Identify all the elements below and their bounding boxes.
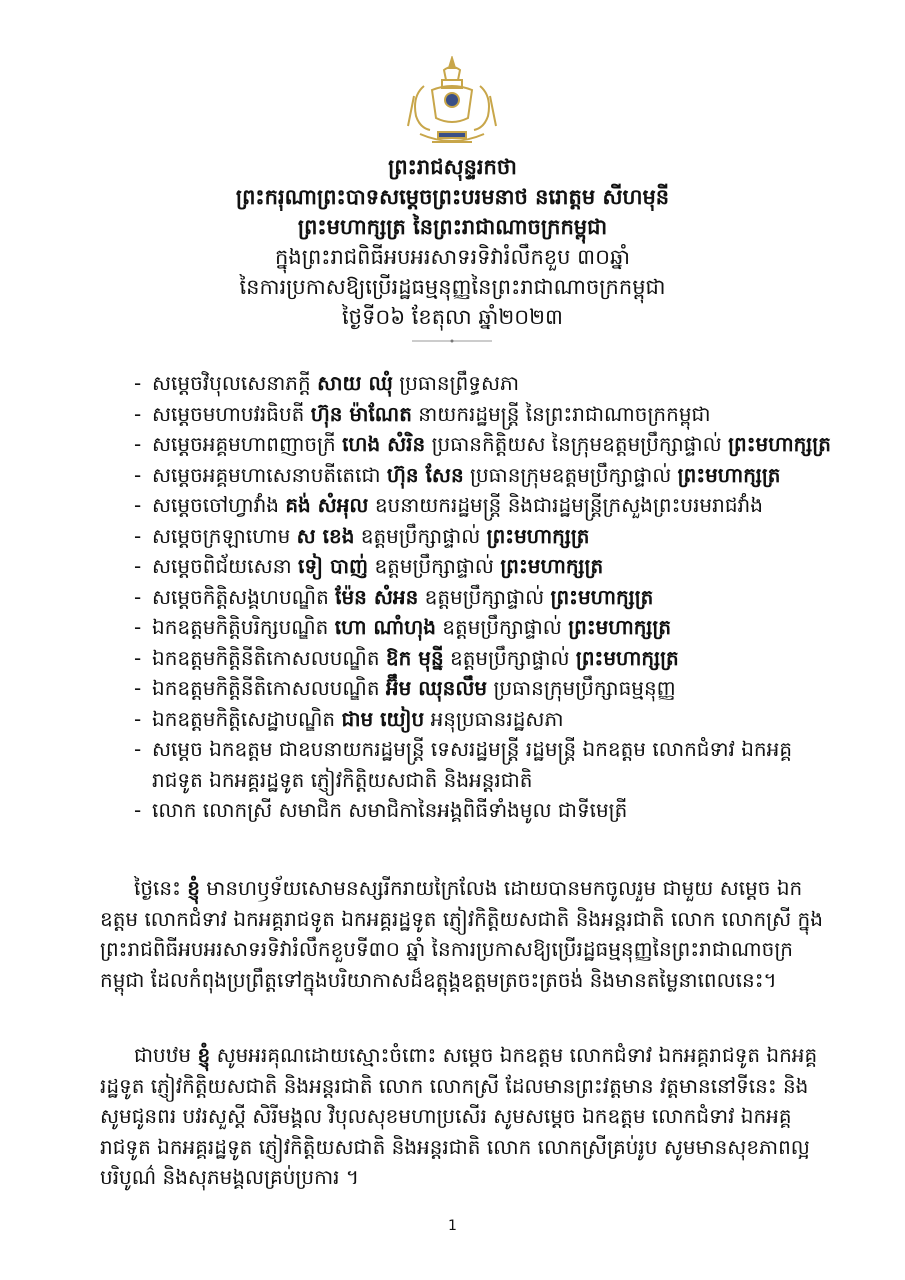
- list-item: - សម្តេចក្រឡាហោម ស ខេង ឧត្តមប្រឹក្សាផ្ទាល់ ព្រះមហាក្សត្រ: [134, 523, 590, 548]
- list-item: - សម្តេចកិត្តិសង្គហបណ្ឌិត ម៉ែន សំអន ឧត្តមប្រឹក្សាផ្ទាល់ ព្រះមហាក្សត្រ: [134, 584, 654, 609]
- list-item: - សម្តេចមហាបវរធិបតី ហ៊ុន ម៉ាណែត នាយករដ្ឋមន្ត្រី នៃព្រះរាជាណាចក្រកម្ពុជា: [134, 401, 711, 426]
- paragraph-thanks: ជាបឋម ខ្ញុំ សូមអរគុណដោយស្មោះចំពោះ សម្តេច ឯកឧត្តម លោកជំទាវ ឯកអគ្គរាជទូត ឯកអគ្គរដ្ឋទូត ភ្ញៀវកិត្តិយសជាតិ និងអន្តរជាតិ លោក លោកស្រី ដែលមានព្រះវត្តមាន វត្តមាននៅទីនេះ និងសូមជូនពរ បវរសួស្តី សិរីមង្គល វិបុលសុខមហាប្រសើរ សូមសម្តេច ឯកឧត្តម លោកជំទាវ ឯកអគ្គរាជទូត ឯកអគ្គរដ្ឋទូត ភ្ញៀវកិត្តិយសជាតិ និងអន្តរជាតិ លោក លោកស្រីគ្រប់រូប សូមមានសុខភាពល្អបរិបូណ៌ និងសុភមង្គលគ្រប់ប្រការ ។: [100, 1043, 818, 1189]
- attendee-list: [134, 368, 834, 826]
- speech-date: ថ្ងៃទី០៦ ខែតុលា ឆ្នាំ២០២៣: [342, 305, 563, 329]
- list-item: - ឯកឧត្តមកិត្តិបរិក្សបណ្ឌិត ហោ ណាំហុង ឧត្តមប្រឹក្សាផ្ទាល់ ព្រះមហាក្សត្រ: [134, 615, 672, 639]
- list-item: - សម្តេច ឯកឧត្តម ជាឧបនាយករដ្ឋមន្ត្រី ទេសរដ្ឋមន្ត្រី រដ្ឋមន្ត្រី ឯកឧត្តម លោកជំទាវ ឯកអគ្គរាជទូត ឯកអគ្គរដ្ឋទូត ភ្ញៀវកិត្តិយសជាតិ និងអន្តរជាតិ: [134, 737, 793, 792]
- list-item: - ឯកឧត្តមកិត្តិនីតិកោសលបណ្ឌិត ឱក មុន្នី ឧត្តមប្រឹក្សាផ្ទាល់ ព្រះមហាក្សត្រ: [134, 645, 679, 670]
- page-number: 1: [448, 1218, 457, 1234]
- ceremony-title: ក្នុងព្រះរាជពិធីអបអរសាទរទិវារំលឹកខួប ៣០ឆ្នាំ: [275, 245, 630, 269]
- list-item: - សម្តេចអគ្គមហាពញាចក្រី ហេង សំរិន ប្រធានកិត្តិយស នៃក្រុមឧត្តមប្រឹក្សាផ្ទាល់ ព្រះមហាក្សត្រ: [134, 432, 831, 456]
- list-item: - សម្តេចអគ្គមហាសេនាបតីតេជោ ហ៊ុន សែន ប្រធានក្រុមឧត្តមប្រឹក្សាផ្ទាល់ ព្រះមហាក្សត្រ: [134, 462, 781, 487]
- royal-coat-of-arms-icon: [402, 56, 502, 152]
- ornament-divider: [412, 339, 492, 343]
- list-item: - ឯកឧត្តមកិត្តិនីតិកោសលបណ្ឌិត អ៊ឹម ឈុនលឹម ប្រធានក្រុមប្រឹក្សាធម្មនុញ្ញ: [134, 676, 676, 700]
- list-item: - ឯកឧត្តមកិត្តិសេដ្ឋាបណ្ឌិត ជាម យៀប អនុប្រធានរដ្ឋសភា: [134, 706, 564, 731]
- king-title: ព្រះករុណាព្រះបាទសម្តេចព្រះបរមនាថ នរោត្តម សីហមុនី: [235, 185, 670, 209]
- list-item: - សម្តេចពិជ័យសេនា ទៀ បាញ់ ឧត្តមប្រឹក្សាផ្ទាល់ ព្រះមហាក្សត្រ: [134, 554, 604, 578]
- king-subtitle: ព្រះមហាក្សត្រ នៃព្រះរាជាណាចក្រកម្ពុជា: [297, 215, 608, 239]
- list-item: - សម្តេចវិបុលសេនាភក្តី សាយ ឈុំ ប្រធានព្រឹទ្ធសភា: [134, 371, 520, 395]
- paragraph-greeting: ថ្ងៃនេះ ខ្ញុំ មានហឫទ័យសោមនស្សរីករាយក្រៃលែង ដោយបានមកចូលរួម ជាមួយ សម្តេច ឯកឧត្តម លោកជំទាវ ឯកអគ្គរាជទូត ឯកអគ្គរដ្ឋទូត ភ្ញៀវកិត្តិយសជាតិ និងអន្តរជាតិ លោក លោកស្រី ក្នុងព្រះរាជពិធីអបអរសាទរទិវារំលឹកខួបទី៣០ ឆ្នាំ នៃការប្រកាសឱ្យប្រើរដ្ឋធម្មនុញ្ញនៃព្រះរាជាណាចក្រកម្ពុជា ដែលកំពុងប្រព្រឹត្តទៅក្នុងបរិយាកាសដ៏ឧត្តុង្គឧត្តមត្រចះត្រចង់ និងមានតម្លៃនាពេលនេះ។: [100, 876, 823, 992]
- ceremony-subtitle: នៃការប្រកាសឱ្យប្រើរដ្ឋធម្មនុញ្ញនៃព្រះរាជាណាចក្រកម្ពុជា: [239, 275, 666, 299]
- speech-title: ព្រះរាជសុន្ទរកថា: [388, 155, 517, 179]
- list-item: - លោក លោកស្រី សមាជិក សមាជិកានៃអង្គពិធីទាំងមូល ជាទីមេត្រី: [134, 798, 628, 822]
- list-item: - សម្តេចចៅហ្វាវាំង គង់ សំអុល ឧបនាយករដ្ឋមន្ត្រី និងជារដ្ឋមន្ត្រីក្រសួងព្រះបរមរាជវាំង: [134, 493, 763, 517]
- speech-header: [40, 152, 865, 332]
